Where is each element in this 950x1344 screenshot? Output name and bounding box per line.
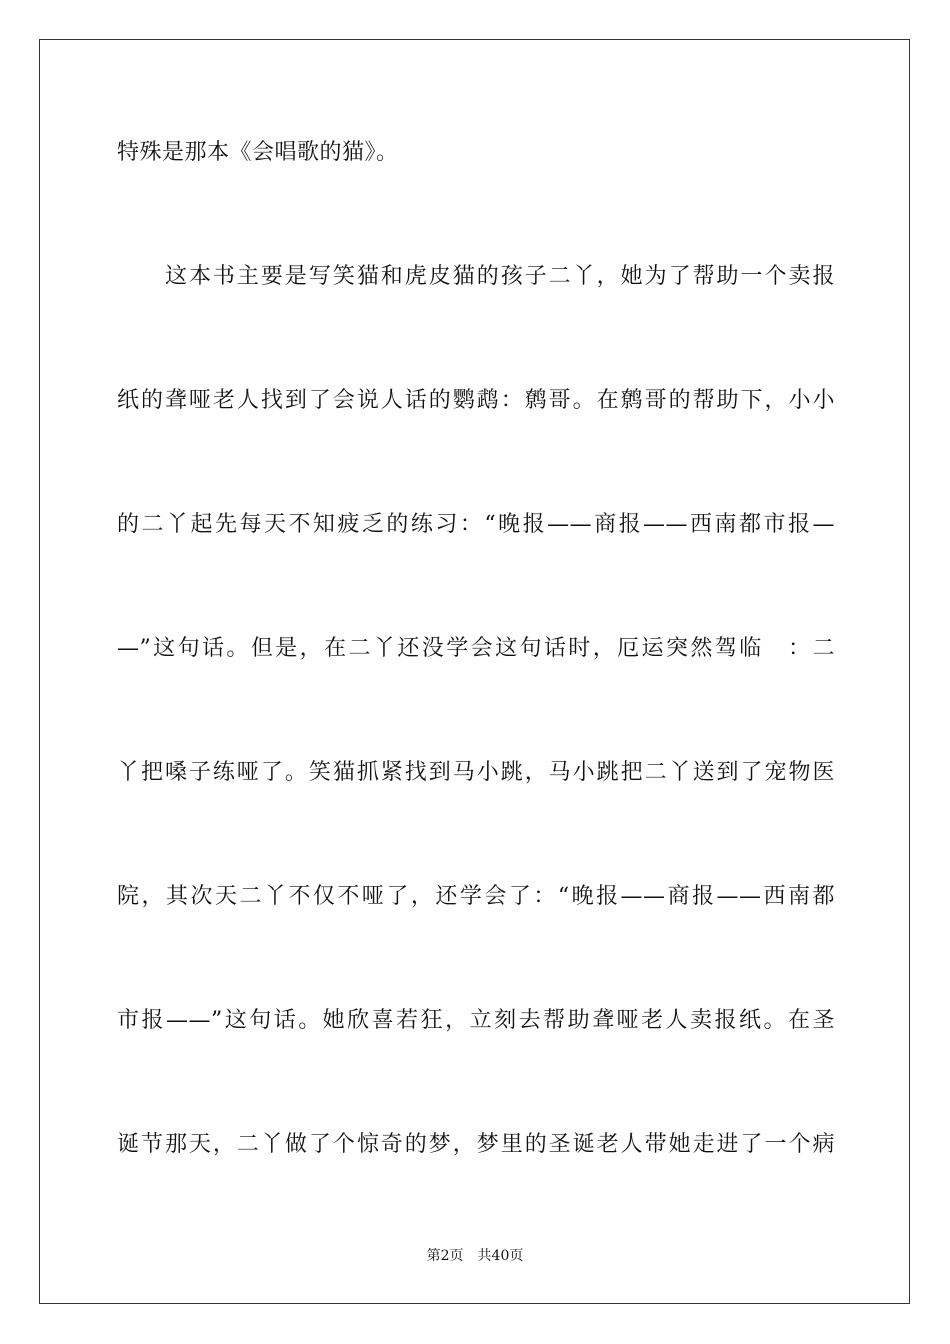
document-body <box>117 124 835 1240</box>
text-line-2: 这本书主要是写笑猫和虎皮猫的孩子二丫，她为了帮助一个卖报 <box>117 264 835 289</box>
text-line-1: 特殊是那本《会唱歌的猫》。 <box>117 140 399 165</box>
page-number: 第2页 <box>426 1248 464 1264</box>
page-footer <box>0 1246 950 1266</box>
text-line-8: 市报——”这句话。她欣喜若狂，立刻去帮助聋哑老人卖报纸。在圣 <box>117 1008 835 1033</box>
page-total: 共40页 <box>477 1248 524 1264</box>
text-line-7: 院，其次天二丫不仅不哑了，还学会了：“晚报——商报——西南都 <box>117 884 835 909</box>
text-line-5: —”这句话。但是，在二丫还没学会这句话时，厄运突然驾临 ：二 <box>117 636 835 661</box>
text-line-3: 纸的聋哑老人找到了会说人话的鹦鹉：鹩哥。在鹩哥的帮助下，小小 <box>117 388 835 413</box>
text-line-4: 的二丫起先每天不知疲乏的练习：“晚报——商报——西南都市报— <box>117 512 835 537</box>
text-line-6: 丫把嗓子练哑了。笑猫抓紧找到马小跳，马小跳把二丫送到了宠物医 <box>117 760 835 785</box>
text-line-9: 诞节那天，二丫做了个惊奇的梦，梦里的圣诞老人带她走进了一个病 <box>117 1132 835 1157</box>
